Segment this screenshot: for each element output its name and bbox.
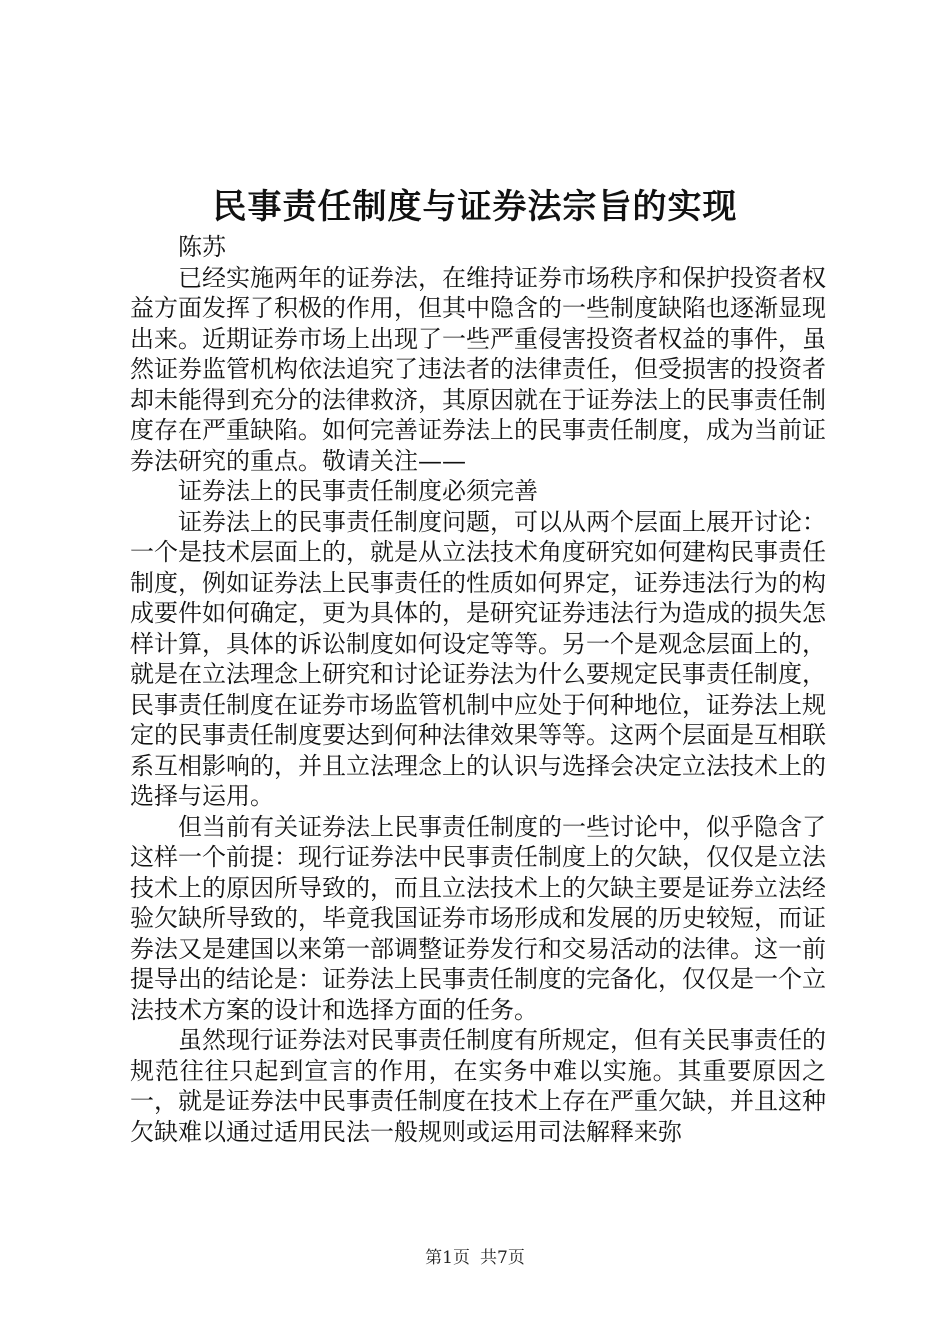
paragraph-intro: 已经实施两年的证券法，在维持证券市场秩序和保护投资者权益方面发挥了积极的作用，但其中隐含的一些制度缺陷也逐渐显现出来。近期证券市场上出现了一些严重侵害投资者权益的事件，虽然证券监管机构依法追究了违法者的法律责任，但受损害的投资者却未能得到充分的法律救济，其原因就在于证券法上的民事责任制度存在严重缺陷。如何完善证券法上的民事责任制度，成为当前证券法研究的重点。敬请关注——	[130, 263, 826, 475]
document-title: 民事责任制度与证券法宗旨的实现	[212, 187, 738, 227]
page-number: 第1页	[425, 1248, 470, 1268]
paragraph-declaration: 虽然现行证券法对民事责任制度有所规定，但有关民事责任的规范往往只起到宣言的作用，在实务中难以实施。其重要原因之一，就是证券法中民事责任制度在技术上存在严重欠缺，并且这种欠缺难以通过适用民法一般规则或运用司法解释来弥	[130, 1026, 826, 1146]
page-total: 共7页	[480, 1248, 525, 1268]
paragraph-premise: 但当前有关证券法上民事责任制度的一些讨论中，似乎隐含了这样一个前提：现行证券法中民事责任制度上的欠缺，仅仅是立法技术上的原因所导致的，而且立法技术上的欠缺主要是证券立法经验欠缺所导致的，毕竟我国证券市场形成和发展的历史较短，而证券法又是建国以来第一部调整证券发行和交易活动的法律。这一前提导出的结论是：证券法上民事责任制度的完备化，仅仅是一个立法技术方案的设计和选择方面的任务。	[130, 812, 826, 1024]
document-body	[130, 232, 826, 1147]
paragraph-two-levels: 证券法上的民事责任制度问题，可以从两个层面上展开讨论：一个是技术层面上的，就是从立法技术角度研究如何建构民事责任制度，例如证券法上民事责任的性质如何界定，证券违法行为的构成要件如何确定，更为具体的，是研究证券违法行为造成的损失怎样计算，具体的诉讼制度如何设定等等。另一个是观念层面上的，就是在立法理念上研究和讨论证券法为什么要规定民事责任制度，民事责任制度在证券市场监管机制中应处于何种地位，证券法上规定的民事责任制度要达到何种法律效果等等。这两个层面是互相联系互相影响的，并且立法理念上的认识与选择会决定立法技术上的选择与运用。	[130, 507, 826, 810]
page-footer	[0, 1246, 950, 1270]
section-heading: 证券法上的民事责任制度必须完善	[178, 477, 538, 505]
author-line: 陈苏	[178, 233, 226, 261]
